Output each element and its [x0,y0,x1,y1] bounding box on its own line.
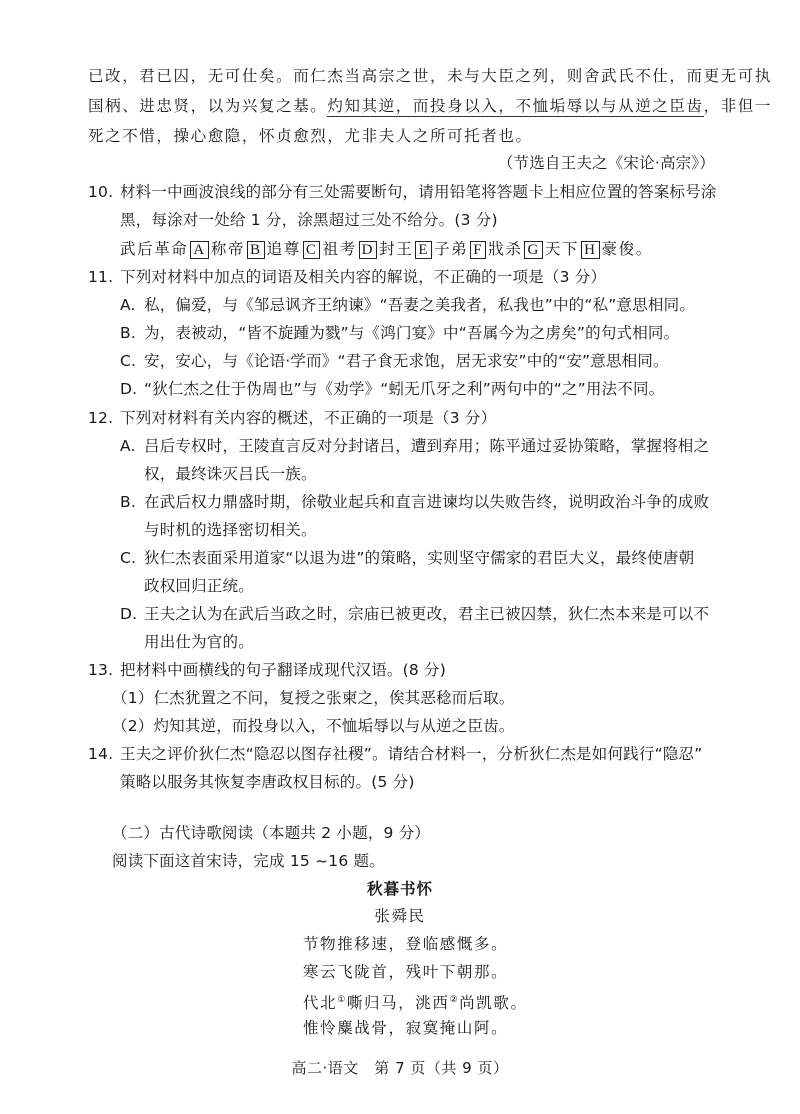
q13-stem-text: 把材料中画横线的句子翻译成现代汉语。(8 分) [120,661,446,679]
q11-number: 11. [88,268,114,286]
q12-number: 12. [88,409,114,427]
option-label: C. [120,549,137,567]
option-text: 狄仁杰表面采用道家“以退为进”的策略，实则坚守儒家的君臣大义，最终使唐朝 [144,549,695,567]
q11-option-b[interactable] [120,323,679,343]
passage-line-1: 已改，君已囚，无可仕矣。而仁杰当高宗之世，未与大臣之列，则舍武氏不仕，而更无可执 [88,67,773,85]
footnote-marker-1: ① [337,995,347,1005]
q12-option-b[interactable] [120,492,709,512]
section2-heading: （二）古代诗歌阅读（本题共 2 小题，9 分） [112,824,431,842]
q10-line-1 [88,182,717,202]
option-text: 安，安心，与《论语·学而》“君子食无求饱，居无求安”中的“安”意思相同。 [144,352,669,370]
q11-option-c[interactable] [120,351,669,371]
q11-option-d[interactable] [120,379,664,399]
passage-source: （节选自王夫之《宋论·高宗》） [497,154,715,172]
poem-line-4: 惟怜麋战骨，寂寞掩山阿。 [303,1019,509,1037]
q10-segment: 祖考 [322,240,357,258]
q10-segment: 天下 [544,240,580,258]
q10-box-a[interactable]: A [190,241,208,259]
option-text: “狄仁杰之仕于伪周也”与《劝学》“蚓无爪牙之利”两句中的“之”用法不同。 [144,380,665,398]
option-label: B. [120,324,136,342]
option-label: A. [120,296,136,314]
q13-item-2: （2）灼知其逆，而投身以入，不恤垢辱以与从逆之臣齿。 [112,717,515,735]
poem-line-3-part-c: 尚凯歌。 [459,994,528,1012]
option-text: 在武后权力鼎盛时期，徐敬业起兵和直言进谏均以失败告终，说明政治斗争的成败 [144,493,710,511]
q10-segment: 豪俊。 [601,240,653,258]
q10-segment: 封王 [379,240,414,258]
option-text: 为，表被动，“皆不旋踵为戮”与《鸿门宴》中“吾属今为之虏矣”的句式相同。 [144,324,680,342]
q12-option-d[interactable] [120,604,709,624]
passage-line-2-tail: ，非但一 [703,97,773,115]
section2-instruction: 阅读下面这首宋诗，完成 15 ~16 题。 [112,852,385,870]
option-label: D. [120,605,138,623]
q13-stem [88,660,446,680]
poem-line-1: 节物推移速，登临感慨多。 [303,935,509,953]
option-label: C. [120,352,137,370]
q10-number: 10. [88,183,114,201]
q12-stem [88,408,496,428]
q10-box-e[interactable]: E [415,241,432,259]
q10-box-g[interactable]: G [524,241,542,259]
page-footer: 高二·语文 第 7 页（共 9 页） [291,1059,509,1077]
q13-number: 13. [88,661,114,679]
q12-option-b-cont: 与时机的选择密切相关。 [144,521,317,539]
q14-number: 14. [88,745,114,763]
poem-title: 秋暮书怀 [366,880,433,898]
underlined-sentence: 灼知其逆，而投身以入，不恤垢辱以与从逆之臣齿 [327,97,704,115]
option-label: B. [120,493,136,511]
q14-line-1 [88,744,702,764]
option-label: D. [120,380,138,398]
q12-stem-text: 下列对材料有关内容的概述，不正确的一项是（3 分） [120,409,497,427]
q11-stem-text: 下列对材料中加点的词语及相关内容的解说，不正确的一项是（3 分） [120,268,607,286]
q12-option-a[interactable] [120,436,709,456]
q12-option-c-cont: 政权回归正统。 [144,577,254,595]
q14-line-2: 策略以服务其恢复李唐政权目标的。(5 分) [120,773,415,791]
q12-option-a-cont: 权，最终诛灭吕氏一族。 [144,465,317,483]
footnote-marker-2: ② [449,995,460,1005]
q10-segment: 称帝 [210,240,246,258]
poem-line-3 [303,990,528,1013]
q10-segment: 子弟 [434,240,469,258]
option-text: 吕后专权时，王陵直言反对分封诸吕，遭到弃用；陈平通过妥协策略，掌握将相之 [144,437,710,455]
q10-text-1: 材料一中画波浪线的部分有三处需要断句，请用铅笔将答题卡上相应位置的答案标号涂 [120,183,717,201]
option-text: 私，偏爱，与《邹忌讽齐王纳谏》“吾妻之美我者，私我也”中的“私”意思相同。 [144,296,696,314]
q14-text-1: 王夫之评价狄仁杰“隐忍以图存社稷”。请结合材料一，分析狄仁杰是如何践行“隐忍” [120,745,703,763]
q10-box-d[interactable]: D [359,241,377,259]
q11-stem [88,267,606,287]
poem-author: 张舜民 [374,907,426,925]
q10-segment: 追尊 [266,240,301,258]
poem-line-3-part-a: 代北 [303,994,338,1012]
q11-option-a[interactable] [120,295,695,315]
option-text: 王夫之认为在武后当政之时，宗庙已被更改，君主已被囚禁，狄仁杰本来是可以不 [144,605,710,623]
q10-segment: 武后革命 [120,240,189,258]
q10-box-h[interactable]: H [581,241,599,259]
passage-line-3: 死之不惜，操心愈隐，怀贞愈烈，尤非夫人之所可托者也。 [88,127,533,145]
option-label: A. [120,437,136,455]
q10-segment-line [120,239,653,259]
q10-box-f[interactable]: F [470,241,486,259]
q12-option-d-cont: 用出仕为官的。 [144,633,254,651]
q10-text-2: 黑，每涂对一处给 1 分，涂黑超过三处不给分。(3 分) [120,211,498,229]
poem-line-2: 寒云飞陇首，残叶下朝那。 [303,963,509,981]
poem-line-3-part-b: 嘶归马，洮西 [346,994,450,1012]
q10-box-c[interactable]: C [303,241,321,259]
passage-line-2 [88,96,772,116]
q10-box-b[interactable]: B [247,241,265,259]
q13-item-1: （1）仁杰犹置之不问，复授之张柬之，俟其恶稔而后取。 [112,689,515,707]
q10-segment: 戕杀 [488,240,523,258]
q12-option-c[interactable] [120,548,694,568]
passage-line-2-head: 国柄、进忠贤，以为兴复之基。 [88,97,328,115]
